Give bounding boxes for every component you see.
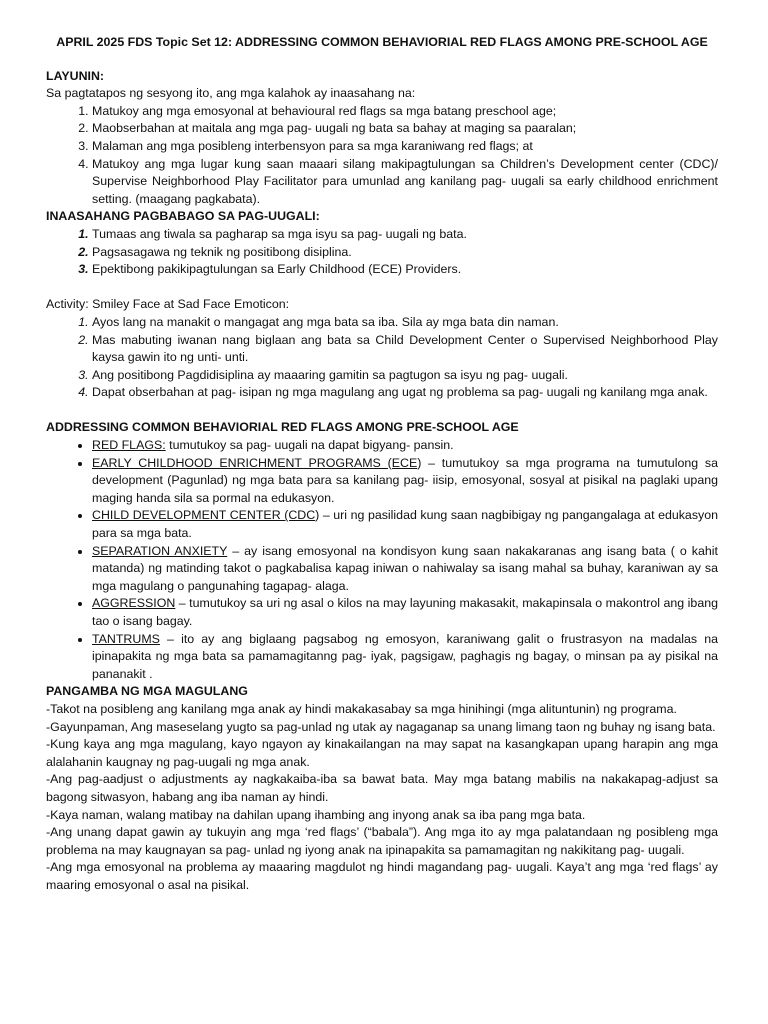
inaasahang-list <box>46 226 718 279</box>
activity-item: 4. Dapat obserbahan at pag- isipan ng mga magulang ang ugat ng problema sa pag- uugali ng kanilang mga anak. <box>92 384 718 402</box>
layunin-intro: Sa pagtatapos ng sesyong ito, ang mga kalahok ay inaasahang na: <box>46 86 416 101</box>
term-definition: ) – uri ng pasilidad kung saan nagbibigay ng pangangalaga at edukasyon para sa mga bata. <box>92 508 718 541</box>
addressing-section <box>46 419 718 683</box>
layunin-section <box>46 68 718 209</box>
term-definition: – ito ay ang biglaang pagsabog ng emosyon, karaniwang galit o frustrasyon na madalas na ipinapakita ng mga bata sa pamamagitanng pag- iyak, pagsigaw, paghagis ng bagay, o minsan pa ay pisikal na pananakit . <box>92 631 718 681</box>
term-definition: ) – tumutukoy sa mga programa na tumutulong sa development (Pagunlad) ng mga bata para sa kanilang pag- iisip, emosyonal, sosyal at pisikal na paglaki upang maging handa sila sa pormal na edukasyon. <box>92 455 718 505</box>
layunin-item: 2. Maobserbahan at maitala ang mga pag- uugali ng bata sa bahay at maging sa paaralan; <box>92 120 718 138</box>
pangamba-paragraph: -Kaya naman, walang matibay na dahilan upang ihambing ang inyong anak sa iba pang mga bata. <box>46 807 586 822</box>
layunin-heading: LAYUNIN: <box>46 68 105 83</box>
terms-list <box>46 437 718 683</box>
activity-list <box>46 314 718 402</box>
term-name: EARLY CHILDHOOD ENRICHMENT PROGRAMS (ECE <box>92 455 418 470</box>
layunin-item: 4. Matukoy ang mga lugar kung saan maaari silang makipagtulungan sa Children’s Development center (CDC)/ Supervise Neighborhood Play Facilitator para umunlad ang kanilang pag- uugali sa early childhood enrichment setting. (maagang pagkabata). <box>92 156 718 209</box>
activity-item: 3. Ang positibong Pagdidisiplina ay maaaring gamitin sa pagtugon sa isyu ng pag- uugali. <box>92 367 718 385</box>
activity-item: 1. Ayos lang na manakit o mangagat ang mga bata sa iba. Sila ay mga bata din naman. <box>92 314 718 332</box>
pangamba-paragraph: -Takot na posibleng ang kanilang mga anak ay hindi makakasabay sa mga hinihingi (mga alituntunin) ng programa. <box>46 701 677 716</box>
term-definition: tumutukoy sa pag- uugali na dapat bigyang- pansin. <box>165 438 454 453</box>
addressing-heading: ADDRESSING COMMON BEHAVIORIAL RED FLAGS AMONG PRE-SCHOOL AGE <box>46 420 519 435</box>
term-item <box>92 437 718 455</box>
term-item <box>92 507 718 542</box>
term-item <box>92 543 718 596</box>
spacer <box>46 279 718 297</box>
term-name: SEPARATION ANXIETY <box>92 543 228 558</box>
layunin-item: 1. Matukoy ang mga emosyonal at behavioural red flags sa mga batang preschool age; <box>92 103 718 121</box>
term-item <box>92 631 718 684</box>
pangamba-paragraph: -Ang mga emosyonal na problema ay maaaring magdulot ng hindi magandang pag- uugali. Kaya’t ang mga ‘red flags’ ay maaring emosyonal o asal na pisikal. <box>46 860 718 892</box>
document-title: APRIL 2025 FDS Topic Set 12: ADDRESSING COMMON BEHAVIORIAL RED FLAGS AMONG PRE-SCHOOL AGE <box>56 35 708 49</box>
inaasahang-item: 2. Pagsasagawa ng teknik ng positibong disiplina. <box>92 244 718 262</box>
pangamba-section <box>46 683 718 894</box>
term-item <box>92 595 718 630</box>
layunin-list <box>46 103 718 209</box>
inaasahang-section <box>46 208 718 278</box>
term-item <box>92 455 718 508</box>
term-definition: – ay isang emosyonal na kondisyon kung saan nakakaranas ang isang bata ( o kahit matanda) ng matinding takot o pagkabalisa kapag iniwan o nahiwalay sa isang mahal sa buhay, karaniwan ay sa mga magulang o pangunahing tagapag- alaga. <box>92 543 718 593</box>
pangamba-heading: PANGAMBA NG MGA MAGULANG <box>46 684 248 699</box>
inaasahang-heading: INAASAHANG PAGBABAGO SA PAG-UUGALI: <box>46 209 320 224</box>
activity-section <box>46 296 718 402</box>
term-definition: – tumutukoy sa uri ng asal o kilos na may layuning makasakit, makapinsala o makontrol ang ibang tao o isang bagay. <box>92 596 718 628</box>
term-name: AGGRESSION <box>92 596 176 611</box>
inaasahang-item: 3. Epektibong pakikipagtulungan sa Early Childhood (ECE) Providers. <box>92 261 718 279</box>
term-name: CHILD DEVELOPMENT CENTER (CDC <box>92 508 316 523</box>
pangamba-paragraph: -Ang pag-aadjust o adjustments ay nagkakaiba-iba sa bawat bata. May mga batang mabilis na nakakapag-adjust sa bagong sitwasyon, habang ang iba naman ay hindi. <box>46 772 718 804</box>
term-name: TANTRUMS <box>92 631 160 646</box>
term-name: RED FLAGS: <box>92 438 166 453</box>
pangamba-paragraph: -Ang unang dapat gawin ay tukuyin ang mga ‘red flags’ (“babala”). Ang mga ito ay mga palatandaan ng posibleng mga problema na may kaugnayan sa pag- unlad ng iyong anak na ipinapakita sa pamamagitan ng nakikitang pag- uugali. <box>46 825 718 857</box>
pangamba-paragraph: -Kung kaya ang mga magulang, kayo ngayon ay kinakailangan na may sapat na kasangkapan upang harapin ang mga alalahanin kaugnay ng pag-uugali ng mga anak. <box>46 737 718 769</box>
activity-heading: Activity: Smiley Face at Sad Face Emoticon: <box>46 297 290 312</box>
activity-item: 2. Mas mabuting iwanan nang biglaan ang bata sa Child Development Center o Supervised Neighborhood Play kaysa gawin ito ng unti- unti. <box>92 332 718 367</box>
pangamba-paragraph: -Gayunpaman, Ang maseselang yugto sa pag-unlad ng utak ay nagaganap sa unang limang taon ng buhay ng isang bata. <box>46 719 716 734</box>
spacer <box>46 402 718 420</box>
layunin-item: 3. Malaman ang mga posibleng interbensyon para sa mga karaniwang red flags; at <box>92 138 718 156</box>
inaasahang-item: 1. Tumaas ang tiwala sa pagharap sa mga isyu sa pag- uugali ng bata. <box>92 226 718 244</box>
